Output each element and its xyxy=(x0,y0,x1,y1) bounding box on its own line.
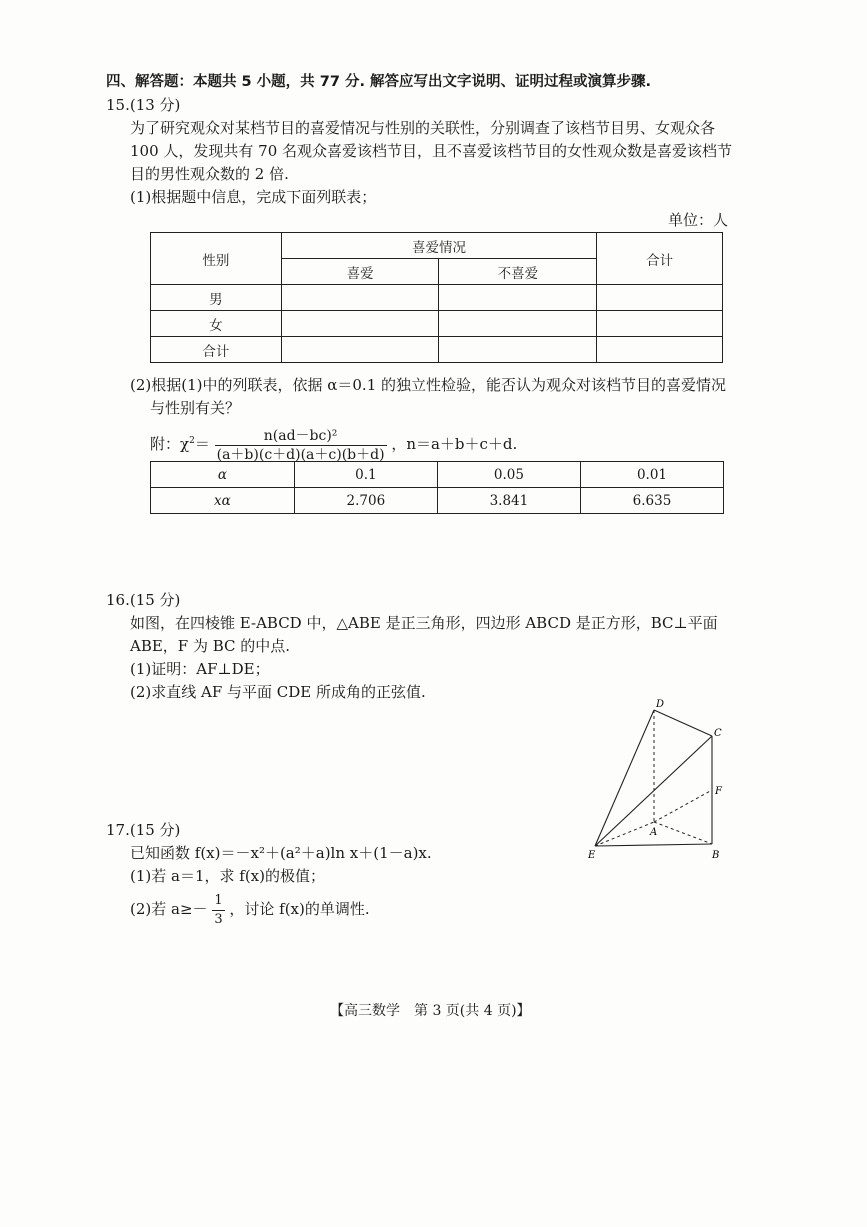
table-row xyxy=(151,337,723,363)
blank-cell xyxy=(597,311,723,337)
q16-line2: ABE，F 为 BC 的中点. xyxy=(130,637,291,655)
q17-line1: 已知函数 f(x)＝－x²＋(a²＋a)ln x＋(1－a)x. xyxy=(130,844,432,862)
q15-unit: 单位：人 xyxy=(668,211,729,229)
q16-number: 16.(15 分) xyxy=(106,591,181,609)
formula-suffix: ，n＝a＋b＋c＋d. xyxy=(391,435,518,453)
formula-sup: 2 xyxy=(189,436,195,446)
label-C: C xyxy=(714,728,722,739)
blank-cell xyxy=(281,311,439,337)
formula-fraction xyxy=(215,427,387,464)
blank-cell xyxy=(439,285,597,311)
formula-denominator: (a＋b)(c＋d)(a＋c)(b＋d) xyxy=(216,446,385,463)
row-label-male: 男 xyxy=(151,285,282,311)
chi-square-formula xyxy=(150,420,517,462)
table-row xyxy=(151,285,723,311)
critical-value: 2.706 xyxy=(294,488,437,514)
q17-part2-post: ，讨论 f(x)的单调性. xyxy=(229,900,370,918)
alpha-value: 0.1 xyxy=(294,462,437,488)
pyramid-figure xyxy=(580,698,740,866)
label-F: F xyxy=(715,786,722,797)
alpha-label: α xyxy=(151,462,295,488)
blank-cell xyxy=(281,337,439,363)
table-row xyxy=(151,462,724,488)
blank-cell xyxy=(281,285,439,311)
blank-cell xyxy=(439,337,597,363)
label-E: E xyxy=(588,850,596,861)
blank-cell xyxy=(597,285,723,311)
q17-fraction xyxy=(212,892,224,929)
q16-part2: (2)求直线 AF 与平面 CDE 所成角的正弦值. xyxy=(130,683,426,701)
q15-part2-2: 与性别有关？ xyxy=(150,399,241,417)
q16-part1: (1)证明：AF⊥DE； xyxy=(130,660,270,678)
row-label-female: 女 xyxy=(151,311,282,337)
x-alpha-label: xα xyxy=(151,488,295,514)
header-dislike: 不喜爱 xyxy=(439,259,597,285)
critical-value-table xyxy=(150,461,724,514)
label-A: A xyxy=(650,827,658,838)
header-total: 合计 xyxy=(597,233,723,285)
contingency-table xyxy=(150,232,723,363)
alpha-value: 0.01 xyxy=(580,462,723,488)
q16-line1: 如图，在四棱锥 E-ABCD 中，△ABE 是正三角形，四边形 ABCD 是正方形，BC⊥平面 xyxy=(130,614,718,632)
q17-fraction-num: 1 xyxy=(212,892,224,911)
q17-number: 17.(15 分) xyxy=(106,821,181,839)
row-label-total: 合计 xyxy=(151,337,282,363)
q15-intro-3: 目的男性观众数的 2 倍. xyxy=(130,165,289,183)
q15-part2-1: (2)根据(1)中的列联表，依据 α＝0.1 的独立性检验，能否认为观众对该档节目的喜爱情况 xyxy=(130,376,727,394)
q15-intro-2: 100 人，发现共有 70 名观众喜爱该档节目，且不喜爱该档节目的女性观众数是喜爱该档节 xyxy=(130,142,733,160)
q17-part2-pre: (2)若 a≥－ xyxy=(130,900,208,918)
blank-cell xyxy=(439,311,597,337)
q17-part2 xyxy=(130,888,370,930)
page-footer: 【高三数学 第 3 页(共 4 页)】 xyxy=(330,1003,531,1019)
critical-value: 6.635 xyxy=(580,488,723,514)
q17-fraction-den: 3 xyxy=(214,911,223,927)
table-row xyxy=(151,488,724,514)
q17-part1: (1)若 a＝1，求 f(x)的极值； xyxy=(130,867,325,885)
section-heading: 四、解答题：本题共 5 小题，共 77 分. 解答应写出文字说明、证明过程或演算步骤. xyxy=(106,74,652,90)
q15-part1: (1)根据题中信息，完成下面列联表； xyxy=(130,188,377,206)
formula-eq: ＝ xyxy=(194,435,210,453)
edge-EB xyxy=(595,844,712,846)
edge-AF-hidden xyxy=(654,790,712,822)
label-B: B xyxy=(712,850,720,861)
critical-value: 3.841 xyxy=(437,488,580,514)
formula-prefix: 附：χ xyxy=(150,435,190,453)
edge-DC xyxy=(654,710,712,736)
blank-cell xyxy=(597,337,723,363)
alpha-value: 0.05 xyxy=(437,462,580,488)
header-gender: 性别 xyxy=(151,233,282,285)
formula-numerator: n(ad－bc)² xyxy=(215,427,387,446)
header-like-group: 喜爱情况 xyxy=(281,233,596,259)
q15-intro-1: 为了研究观众对某档节目的喜爱情况与性别的关联性，分别调查了该档节目男、女观众各 xyxy=(130,119,716,137)
q15-number: 15.(13 分) xyxy=(106,96,181,114)
label-D: D xyxy=(656,699,665,710)
table-row xyxy=(151,311,723,337)
edge-AB-hidden xyxy=(654,822,712,844)
header-like: 喜爱 xyxy=(281,259,439,285)
